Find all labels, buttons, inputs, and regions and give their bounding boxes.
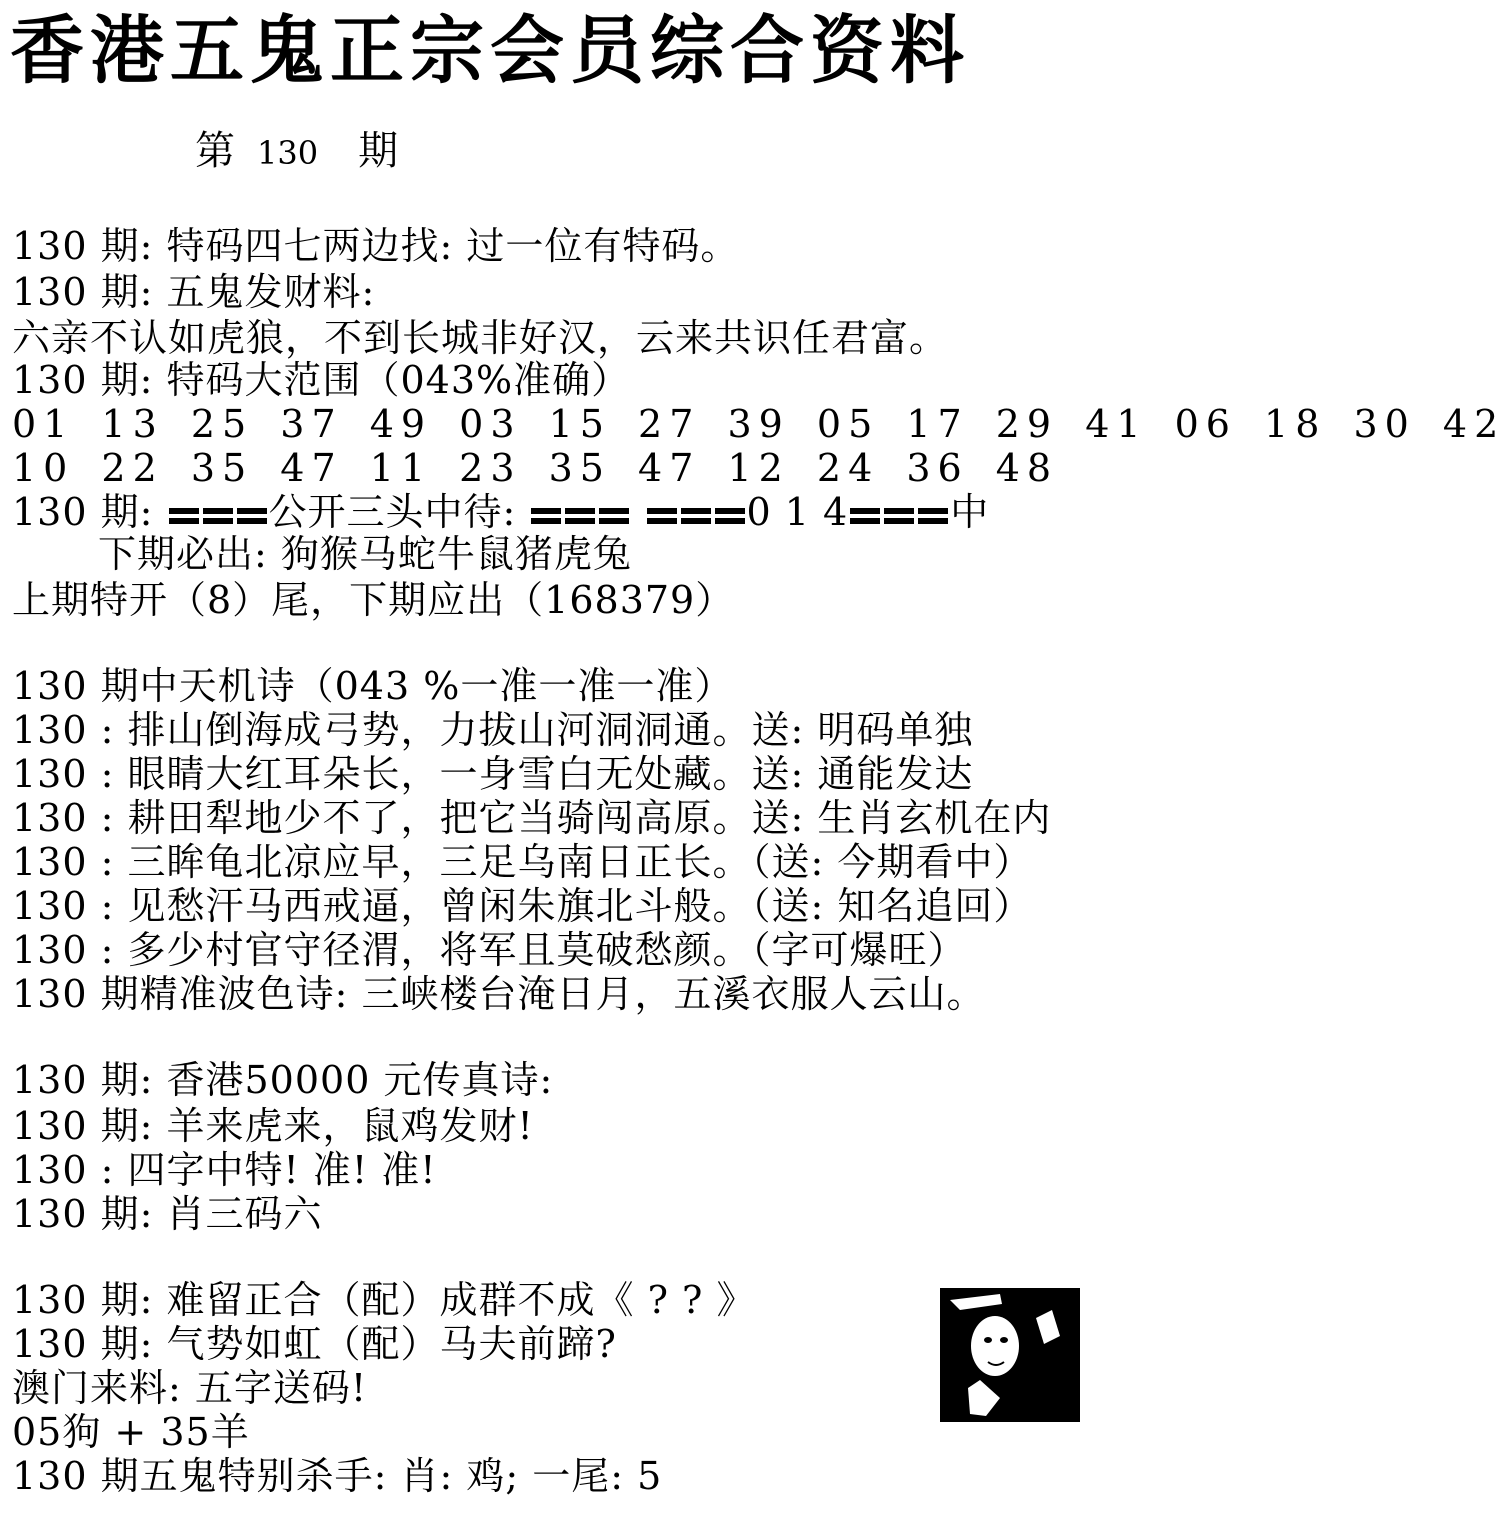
text-line: 六亲不认如虎狼，不到长城非好汉，云来共识任君富。: [12, 316, 949, 360]
portrait-image: [940, 1288, 1080, 1422]
text-line: 130 : 排山倒海成弓势，力拔山河洞洞通。送: 明码单独: [12, 708, 974, 752]
redaction-block: [647, 508, 677, 524]
text-line: 130 期: 难留正合（配）成群不成《 ? ? 》: [12, 1278, 756, 1322]
text-line: 130 期精准波色诗: 三峡楼台淹日月，五溪衣服人云山。: [12, 972, 986, 1016]
redaction-block: [169, 508, 199, 524]
redaction-block: [237, 508, 267, 524]
redaction-block: [918, 508, 948, 524]
issue-number: 130: [257, 134, 319, 172]
issue-heading: [195, 124, 398, 180]
number-row: 01 13 25 37 49 03 15 27 39 05 17 29 41 06 18 30 42: [12, 402, 1505, 446]
text-line: 130 : 三眸龟北凉应早，三足乌南日正长。（送: 今期看中）: [12, 840, 1033, 884]
text-line: 130 期: 肖三码六: [12, 1192, 323, 1236]
redaction-block: [884, 508, 914, 524]
text-line: 130 期: 五鬼发财料:: [12, 270, 376, 314]
text-line: 130 期五鬼特别杀手: 肖: 鸡; 一尾: 5: [12, 1454, 663, 1498]
text-line: 130 : 见愁汗马西戒逼，曾闲朱旗北斗般。（送: 知名追回）: [12, 884, 1033, 928]
heads-digits: 0 1 4: [746, 490, 849, 534]
document-title: 香港五鬼正宗会员综合资料: [10, 8, 970, 94]
text-line: 130 期: 特码大范围（043%准确）: [12, 358, 631, 402]
text-line: 130 期: 羊来虎来，鼠鸡发财!: [12, 1104, 534, 1148]
text-line: 130 : 多少村官守径渭，将军且莫破愁颜。（字可爆旺）: [12, 928, 967, 972]
text-line: 下期必出: 狗猴马蛇牛鼠猪虎兔: [98, 532, 632, 576]
heads-suffix: 中: [950, 490, 990, 534]
redaction-block: [599, 508, 629, 524]
redaction-block: [203, 508, 233, 524]
text-line: 澳门来料: 五字送码!: [12, 1366, 368, 1410]
redaction-block: [681, 508, 711, 524]
issue-prefix: 第: [195, 128, 235, 174]
redaction-block: [531, 508, 561, 524]
issue-suffix: 期: [358, 128, 399, 174]
text-line: 05狗 + 35羊: [12, 1410, 250, 1454]
heads-line: [12, 490, 989, 534]
redaction-block: [850, 508, 880, 524]
redaction-block: [715, 508, 745, 524]
heads-middle: 公开三头中待:: [268, 490, 517, 534]
text-line: 上期特开（8）尾，下期应出（168379）: [12, 578, 735, 622]
number-row: 10 22 35 47 11 23 35 47 12 24 36 48: [12, 446, 1059, 490]
portrait-photo: [940, 1288, 1080, 1422]
heads-prefix: 130 期:: [12, 490, 154, 534]
text-line: 130 期: 特码四七两边找: 过一位有特码。: [12, 224, 740, 268]
text-line: 130 期中天机诗（043 %一准一准一准）: [12, 664, 734, 708]
text-line: 130 : 耕田犁地少不了，把它当骑闯高原。送: 生肖玄机在内: [12, 796, 1052, 840]
text-line: 130 期: 气势如虹（配）马夫前蹄?: [12, 1322, 617, 1366]
redaction-block: [565, 508, 595, 524]
text-line: 130 期: 香港50000 元传真诗:: [12, 1058, 554, 1102]
text-line: 130 : 眼睛大红耳朵长，一身雪白无处藏。送: 通能发达: [12, 752, 974, 796]
text-line: 130 : 四字中特! 准! 准!: [12, 1148, 437, 1192]
